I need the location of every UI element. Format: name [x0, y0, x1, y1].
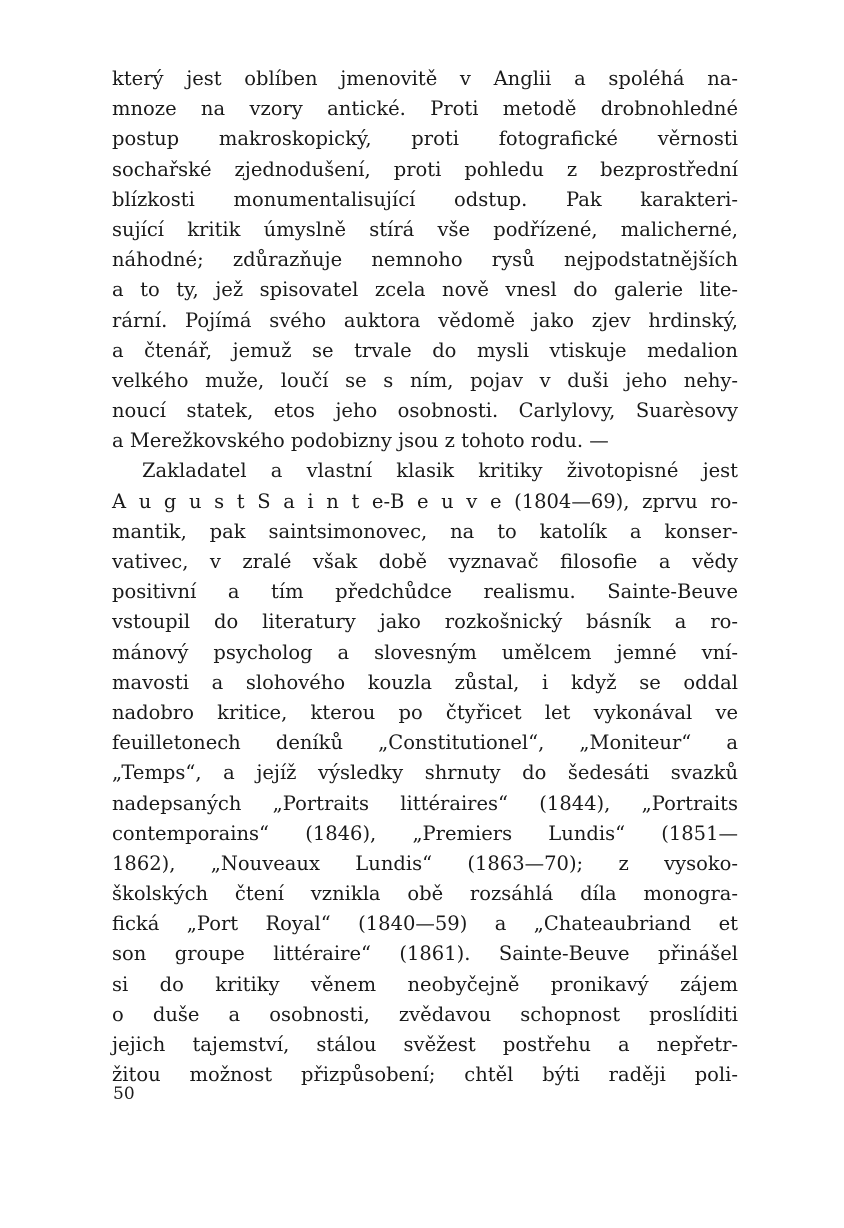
text-line: vativec, v zralé však době vyznavač filosofie a vědy: [112, 550, 738, 573]
text-line: o duše a osobnosti, zvědavou schopnost proslíditi: [112, 1002, 738, 1026]
text-line: fická „Port Royal“ (1840—59) a „Chateaubriand et: [112, 912, 738, 936]
text-line: „Temps“, a jejíž výsledky shrnuty do šedesáti svazků: [112, 761, 738, 785]
text-line: nadobro kritice, kterou po čtyřicet let vykonával ve: [112, 700, 738, 724]
text-line: postup makroskopický, proti fotografické věrnosti: [112, 127, 738, 151]
text-line: contemporains“ (1846), „Premiers Lundis“ (1851—: [112, 821, 738, 845]
text-line: son groupe littéraire“ (1861). Sainte-Beuve přinášel: [112, 942, 738, 966]
text-line: feuilletonech deníků „Constitutionel“, „Moniteur“ a: [112, 731, 738, 755]
text-line: vstoupil do literatury jako rozkošnický básník a ro-: [112, 610, 738, 634]
body-text: [112, 64, 738, 1090]
text-line: 1862), „Nouveaux Lundis“ (1863—70); z vysoko-: [112, 851, 738, 875]
paragraph-end-line: a Merežkovského podobizny jsou z tohoto rodu. —: [112, 429, 609, 453]
text-line: rární. Pojímá svého auktora vědomě jako zjev hrdinský,: [112, 308, 738, 332]
text-line: náhodné; zdůrazňuje nemnoho rysů nejpodstatnějších: [112, 248, 738, 272]
text-line: a to ty, jež spisovatel zcela nově vnesl do galerie lite-: [112, 278, 738, 302]
text-line: si do kritiky věnem neobyčejně pronikavý zájem: [112, 972, 738, 996]
text-line: školských čtení vznikla obě rozsáhlá díla monogra-: [112, 882, 738, 906]
text-line: mavosti a slohového kouzla zůstal, i když se oddal: [112, 670, 738, 694]
text-line: blízkosti monumentalisující odstup. Pak karakteri-: [112, 187, 738, 211]
text-line: velkého muže, loučí se s ním, pojav v duši jeho nehy-: [112, 368, 738, 392]
paragraph-start-line: Zakladatel a vlastní klasik kritiky životopisné jest: [142, 459, 738, 483]
text-line: žitou možnost přizpůsobení; chtěl býti raději poli-: [112, 1063, 738, 1087]
text-line: noucí statek, etos jeho osobnosti. Carlylovy, Suarèsovy: [112, 399, 738, 423]
text-line: mánový psycholog a slovesným umělcem jemné vní-: [112, 640, 738, 664]
text-line: a čtenář, jemuž se trvale do mysli vtiskuje medalion: [112, 338, 738, 362]
text-line: který jest oblíben jmenovitě v Anglii a spoléhá na-: [112, 67, 738, 90]
text-line: mnoze na vzory antické. Proti metodě drobnohledné: [112, 97, 738, 121]
text-line: mantik, pak saintsimonovec, na to katolík a konser-: [112, 519, 738, 543]
text-line: nadepsaných „Portraits littéraires“ (1844), „Portraits: [112, 791, 738, 815]
text-line: jejich tajemství, stálou svěžest postřehu a nepřetr-: [112, 1033, 738, 1056]
text-line: sochařské zjednodušení, proti pohledu z bezprostřední: [112, 157, 738, 181]
text-line: positivní a tím předchůdce realismu. Sainte-Beuve: [112, 580, 738, 604]
text-line: A u g u s t S a i n t e-B e u v e (1804—69), zprvu ro-: [112, 489, 738, 513]
page-number: 50: [113, 1084, 135, 1104]
text-line: sující kritik úmyslně stírá vše podřízené, malicherné,: [112, 217, 738, 241]
